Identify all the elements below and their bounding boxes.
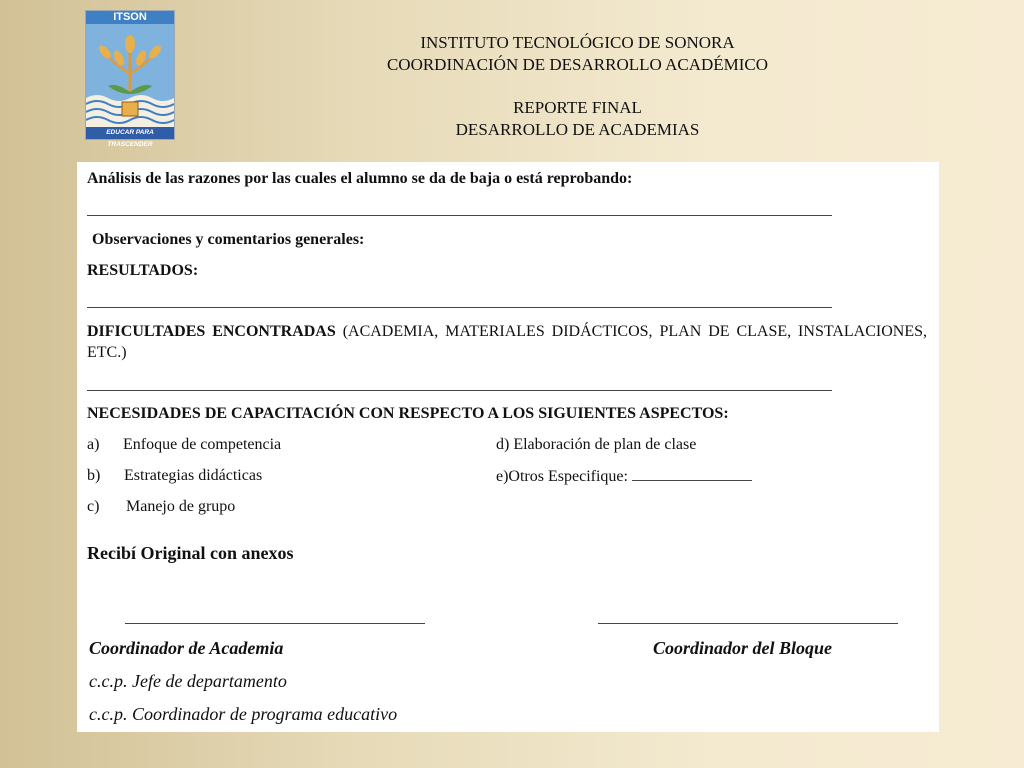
itson-logo bbox=[85, 10, 175, 148]
option-a-text: Enfoque de competencia bbox=[123, 436, 282, 453]
option-a bbox=[87, 435, 282, 455]
analisis-answer-line[interactable] bbox=[87, 215, 832, 216]
analisis-label: Análisis de las razones por las cuales el alumno se da de baja o está reprobando: bbox=[87, 170, 633, 187]
logo-slogan: EDUCAR PARA TRASCENDER bbox=[86, 127, 174, 139]
signature-line-academia[interactable] bbox=[125, 623, 425, 624]
logo-emblem-icon bbox=[86, 24, 174, 128]
institution-header bbox=[330, 32, 825, 76]
option-c-text: Manejo de grupo bbox=[126, 498, 236, 515]
option-b bbox=[87, 466, 263, 486]
option-c-marker: c) bbox=[87, 498, 100, 515]
recibi-label: Recibí Original con anexos bbox=[87, 543, 294, 563]
option-b-text: Estrategias didácticas bbox=[124, 467, 263, 484]
ccp-coordinador: c.c.p. Coordinador de programa educativo bbox=[89, 704, 398, 724]
report-title: REPORTE FINAL bbox=[513, 98, 642, 117]
coordinador-bloque-label: Coordinador del Bloque bbox=[653, 638, 833, 658]
dificultades-bold: DIFICULTADES ENCONTRADAS bbox=[87, 323, 336, 340]
option-e bbox=[496, 466, 752, 487]
option-a-marker: a) bbox=[87, 436, 100, 453]
option-d-text: d) Elaboración de plan de clase bbox=[496, 436, 697, 453]
signature-line-bloque[interactable] bbox=[598, 623, 898, 624]
department-name: COORDINACIÓN DE DESARROLLO ACADÉMICO bbox=[386, 55, 769, 74]
coordinador-academia-label: Coordinador de Academia bbox=[89, 638, 284, 658]
option-b-marker: b) bbox=[87, 467, 101, 484]
institution-name: INSTITUTO TECNOLÓGICO DE SONORA bbox=[420, 33, 735, 52]
resultados-label: RESULTADOS: bbox=[87, 262, 199, 279]
report-title-block bbox=[330, 97, 825, 141]
dificultades-label bbox=[87, 321, 927, 363]
necesidades-label: NECESIDADES DE CAPACITACIÓN CON RESPECTO A LOS SIGUIENTES ASPECTOS: bbox=[87, 405, 729, 422]
resultados-answer-line[interactable] bbox=[87, 307, 832, 308]
dificultades-detail: (ACADEMIA, MATERIALES DIDÁCTICOS, PLAN DE CLASE, INSTALACIONES, ETC.) bbox=[87, 323, 927, 361]
logo-top-text: ITSON bbox=[86, 11, 174, 24]
report-subtitle: DESARROLLO DE ACADEMIAS bbox=[455, 120, 700, 139]
ccp-jefe: c.c.p. Jefe de departamento bbox=[89, 671, 287, 691]
form-panel bbox=[77, 162, 939, 732]
option-e-text: e)Otros Especifique: bbox=[496, 468, 632, 485]
dificultades-answer-line[interactable] bbox=[87, 390, 832, 391]
observaciones-label: Observaciones y comentarios generales: bbox=[92, 231, 365, 248]
option-e-specify-line[interactable] bbox=[632, 466, 752, 481]
option-c bbox=[87, 497, 236, 517]
